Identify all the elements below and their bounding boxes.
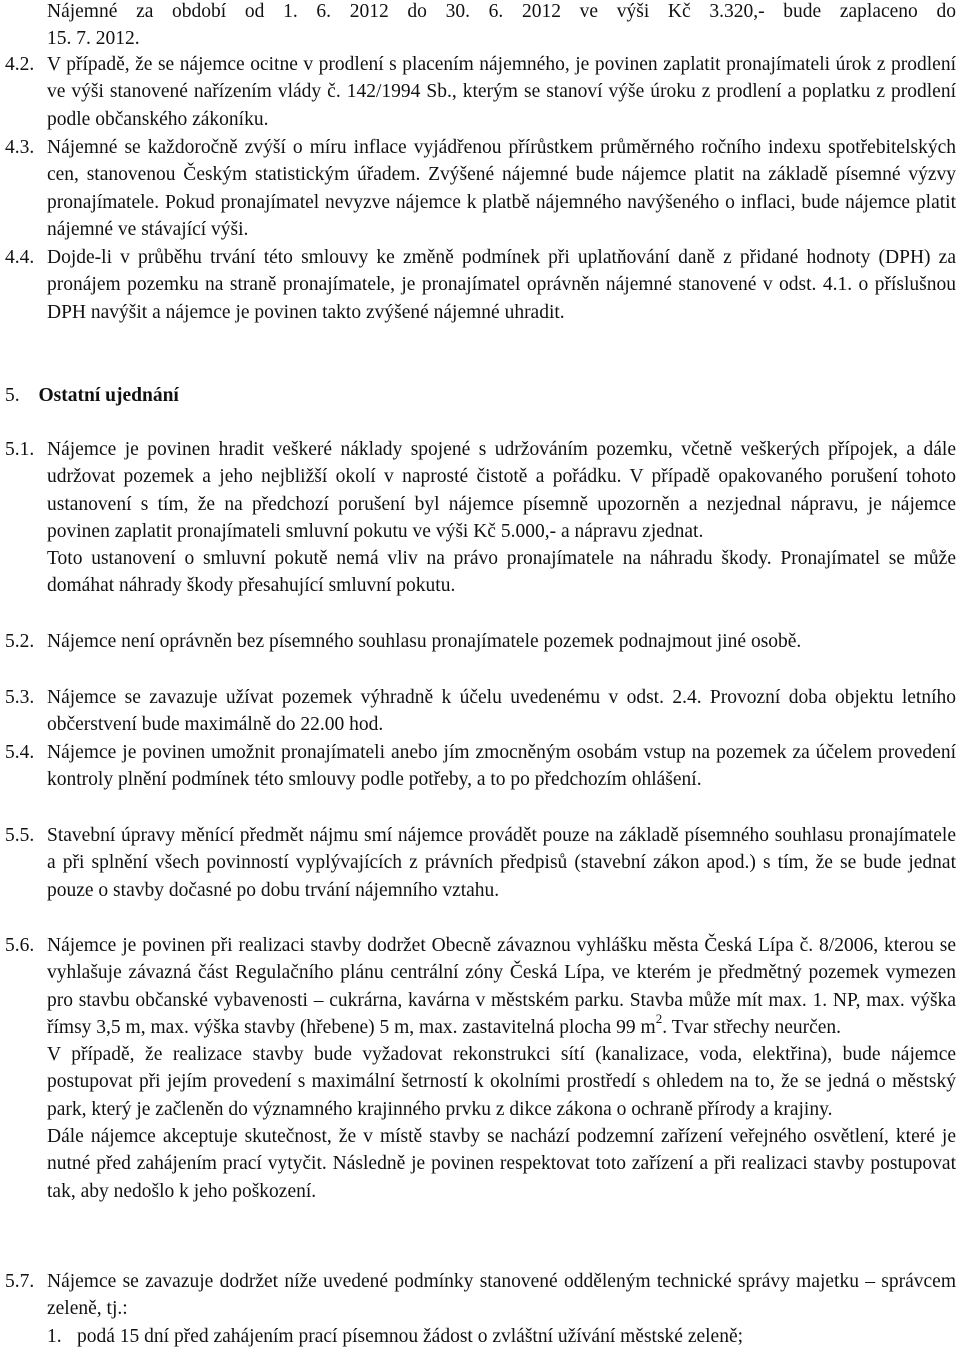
clause-number: 5.3. <box>5 687 35 708</box>
clause-number: 5.7. <box>5 1271 35 1292</box>
section-number: 5. <box>5 385 20 406</box>
clause-number: 5.4. <box>5 742 35 763</box>
superscript: 2 <box>655 1011 663 1027</box>
clause-text: Nájemce je povinen umožnit pronajímateli anebo jím zmocněným osobám vstup na pozemek za účelem provedení kontroly plnění podmínek této smlouvy podle potřeby, a to po předchozím ohlášení. <box>47 742 956 791</box>
clause-5-1 <box>0 436 960 600</box>
clause-5-4 <box>0 739 960 794</box>
clause-text: Nájemné se každoročně zvýší o míru inflace vyjádřenou přírůstkem průměrného ročního indexu spotřebitelských cen, stanovenou Českým statistickým úřadem. Zvýšené nájemné bude nájemce platit na základě písemné výzvy pronajímatele. Pokud pronajímatel nevyzve nájemce k platbě nájemného navýšeného o inflaci, bude nájemce platit nájemné ve stávající výši. <box>47 137 956 240</box>
clause-number: 5.2. <box>5 631 35 652</box>
clause-number: 5.5. <box>5 825 35 846</box>
clause-text: Nájemce není oprávněn bez písemného souhlasu pronajímatele pozemek podnajmout jiné osobě. <box>47 631 802 652</box>
clause-text: Dojde-li v průběhu trvání této smlouvy ke změně podmínek při uplatňování daně z přidané hodnoty (DPH) za pronájem pozemku na straně pronajímatele, je pronajímatel oprávněn nájemné stanovené v odst. 4.1. o příslušnou DPH navýšit a nájemce je povinen takto zvýšené nájemné uhradit. <box>47 247 956 323</box>
clause-4-2 <box>0 51 960 133</box>
clause-5-6 <box>0 932 960 1205</box>
list-item-number: 1. <box>47 1326 62 1347</box>
list-item-text: podá 15 dní před zahájením prací písemnou žádost o zvláštní užívání městské zeleně; <box>77 1326 744 1347</box>
paragraph-line: Nájemné za období od 1. 6. 2012 do 30. 6. 2012 ve výši Kč 3.320,- bude zaplaceno do <box>47 1 956 22</box>
section-title: Ostatní ujednání <box>38 385 179 406</box>
clause-text <box>47 932 956 1041</box>
clause-5-3 <box>0 684 960 739</box>
clause-number: 4.4. <box>5 247 35 268</box>
paragraph-rent-period <box>0 0 960 53</box>
clause-text-continued: Dále nájemce akceptuje skutečnost, že v místě stavby se nachází podzemní zařízení veřejného osvětlení, které je nutné před zahájením prací vytyčit. Následně je povinen respektovat toto zařízení a při realizaci stavby postupovat tak, aby nedošlo k jeho poškození. <box>47 1126 956 1202</box>
clause-text: Stavební úpravy měnící předmět nájmu smí nájemce provádět pouze na základě písemného souhlasu pronajímatele a při splnění všech povinností vyplývajících z právních předpisů (stavební zákon apod.) s tím, že se bude jednat pouze o stavby dočasné po dobu trvání nájemního vztahu. <box>47 825 956 901</box>
paragraph-line: 15. 7. 2012. <box>47 28 140 50</box>
clause-5-2 <box>0 628 960 655</box>
clause-number: 5.6. <box>5 935 35 956</box>
clause-text-part: Nájemce je povinen při realizaci stavby dodržet Obecně závaznou vyhlášku města Česká Lípa č. 8/2006, kterou se vyhlašuje závazná část Regulačního plánu centrální zóny Česká Lípa, ve kterém je předmětný pozemek vymezen pro stavbu občanské vybavenosti – cukrárna, kavárna v městském parku. Stavba může mít max. 1. NP, max. výška římsy 3,5 m, max. výška stavby (hřebene) 5 m, max. zastavitelná plocha 99 m <box>47 935 956 1038</box>
list-item <box>47 1323 743 1350</box>
clause-4-3 <box>0 134 960 243</box>
clause-number: 5.1. <box>5 439 35 460</box>
clause-text: V případě, že se nájemce ocitne v prodlení s placením nájemného, je povinen zaplatit pronajímateli úrok z prodlení ve výši stanovené nařízením vlády č. 142/1994 Sb., kterým se stanoví výše úroku z prodlení a poplatku z prodlení podle občanského zákoníku. <box>47 54 956 130</box>
clause-text-part: . Tvar střechy neurčen. <box>662 1016 842 1038</box>
clause-5-5 <box>0 822 960 904</box>
clause-text: Nájemce je povinen hradit veškeré náklady spojené s udržováním pozemku, včetně veškerých přípojek, a dále udržovat pozemek a jeho nejbližší okolí v naprosté čistotě a pořádku. V případě opakovaného porušení tohoto ustanovení s tím, že na předchozí porušení byl nájemce písemně upozorněn a nezjednal nápravu, je nájemce povinen zaplatit pronajímateli smluvní pokutu ve výši Kč 5.000,- a nápravu zjednat. <box>47 439 956 542</box>
section-heading <box>5 382 179 409</box>
clause-text: Nájemce se zavazuje dodržet níže uvedené podmínky stanovené odděleným technické správy majetku – správcem zeleně, tj.: <box>47 1271 956 1320</box>
clause-number: 4.3. <box>5 137 35 158</box>
clause-4-4 <box>0 244 960 326</box>
clause-text: Nájemce se zavazuje užívat pozemek výhradně k účelu uvedenému v odst. 2.4. Provozní doba objektu letního občerstvení bude maximálně do 22.00 hod. <box>47 687 956 736</box>
clause-5-7 <box>0 1268 960 1323</box>
clause-number: 4.2. <box>5 54 35 75</box>
clause-text-continued: V případě, že realizace stavby bude vyžadovat rekonstrukci sítí (kanalizace, voda, elektřina), bude nájemce postupovat při jejím provedení s maximální šetrností k okolními prostředí s ohledem na to, že se jedná o městský park, který je začleněn do významného krajinného prvku z dikce zákona o ochraně přírody a krajiny. <box>47 1044 956 1120</box>
clause-text-continued: Toto ustanovení o smluvní pokutě nemá vliv na právo pronajímatele na náhradu škody. Pronajímatel se může domáhat náhrady škody přesahující smluvní pokutu. <box>47 548 956 597</box>
